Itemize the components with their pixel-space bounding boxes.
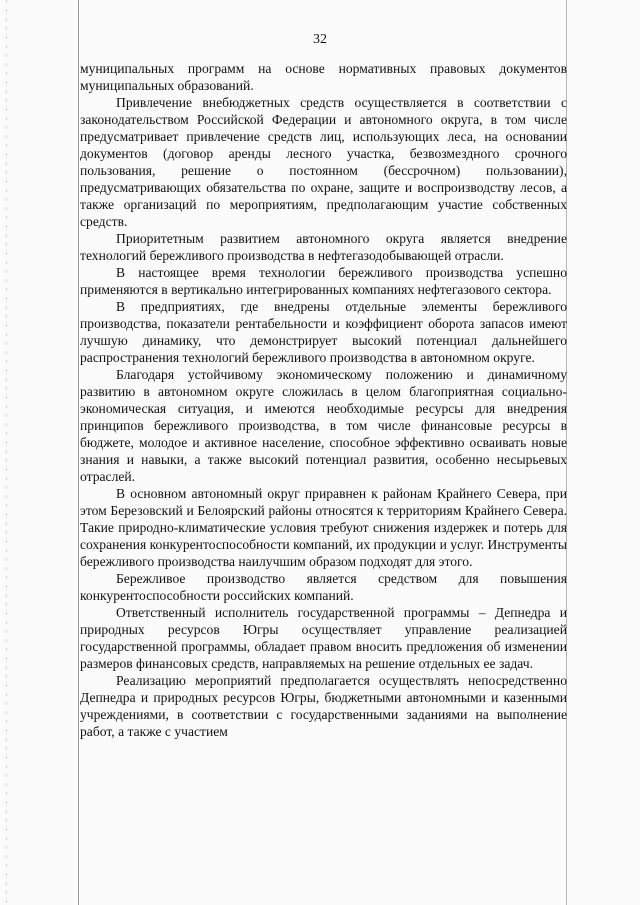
paragraph: Ответственный исполнитель государственной программы – Депнедра и природных ресурсов Югры осуществляет управление реализацией государственной программы, обладает правом вносить предложения об изменении размеров финансовых средств, направляемых на решение отдельных ее задач.: [80, 605, 567, 671]
paragraph: Реализацию мероприятий предполагается осуществлять непосредственно Депнедра и природных ресурсов Югры, бюджетными автономными и казенными учреждениями, в соответствии с государственными заданиями на выполнение работ, а также с участием: [80, 673, 567, 739]
paragraph: Благодаря устойчивому экономическому положению и динамичному развитию в автономном округе сложилась в целом благоприятная социально-экономическая ситуация, и имеются необходимые ресурсы для внедрения принципов бережливого производства, в том числе финансовые ресурсы в бюджете, молодое и активное население, способное эффективно осваивать новые знания и навыки, а также высокий потенциал развития, особенно несырьевых отраслей.: [80, 367, 567, 484]
paragraph: Привлечение внебюджетных средств осуществляется в соответствии с законодательством Российской Федерации и автономного округа, в том числе предусматривает привлечение средств лиц, использующих леса, на основании документов (договор аренды лесного участка, безвозмездного срочного пользования, решение о постоянном (бессрочном) пользовании), предусматривающих обязательства по охране, защите и воспроизводству лесов, а также организаций по мероприятиям, предполагающим участие собственных средств.: [80, 95, 567, 229]
page-number: 32: [313, 32, 327, 47]
paragraph-continuation: муниципальных программ на основе нормативных правовых документов муниципальных образований.: [80, 61, 567, 93]
paragraph: В предприятиях, где внедрены отдельные элементы бережливого производства, показатели рентабельности и коэффициент оборота запасов имеют лучшую динамику, что демонстрирует высокий потенциал дальнейшего распространения технологий бережливого производства в автономном округе.: [80, 299, 567, 365]
page-left-edge: [78, 0, 79, 905]
paragraph: Приоритетным развитием автономного округа является внедрение технологий бережливого производства в нефтегазодобывающей отрасли.: [80, 231, 567, 263]
scan-edge-marks: [6, 0, 7, 905]
paragraph: Бережливое производство является средством для повышения конкурентоспособности российских компаний.: [80, 571, 567, 603]
paragraph: В настоящее время технологии бережливого производства успешно применяются в вертикально интегрированных компаниях нефтегазового сектора.: [80, 265, 567, 297]
document-body: [80, 60, 567, 740]
paragraph: В основном автономный округ приравнен к районам Крайнего Севера, при этом Березовский и Белоярский районы относятся к территориям Крайнего Севера. Такие природно-климатические условия требуют снижения издержек и потерь для сохранения конкурентоспособности компаний, их продукции и услуг. Инструменты бережливого производства наилучшим образом подходят для этого.: [80, 486, 567, 569]
